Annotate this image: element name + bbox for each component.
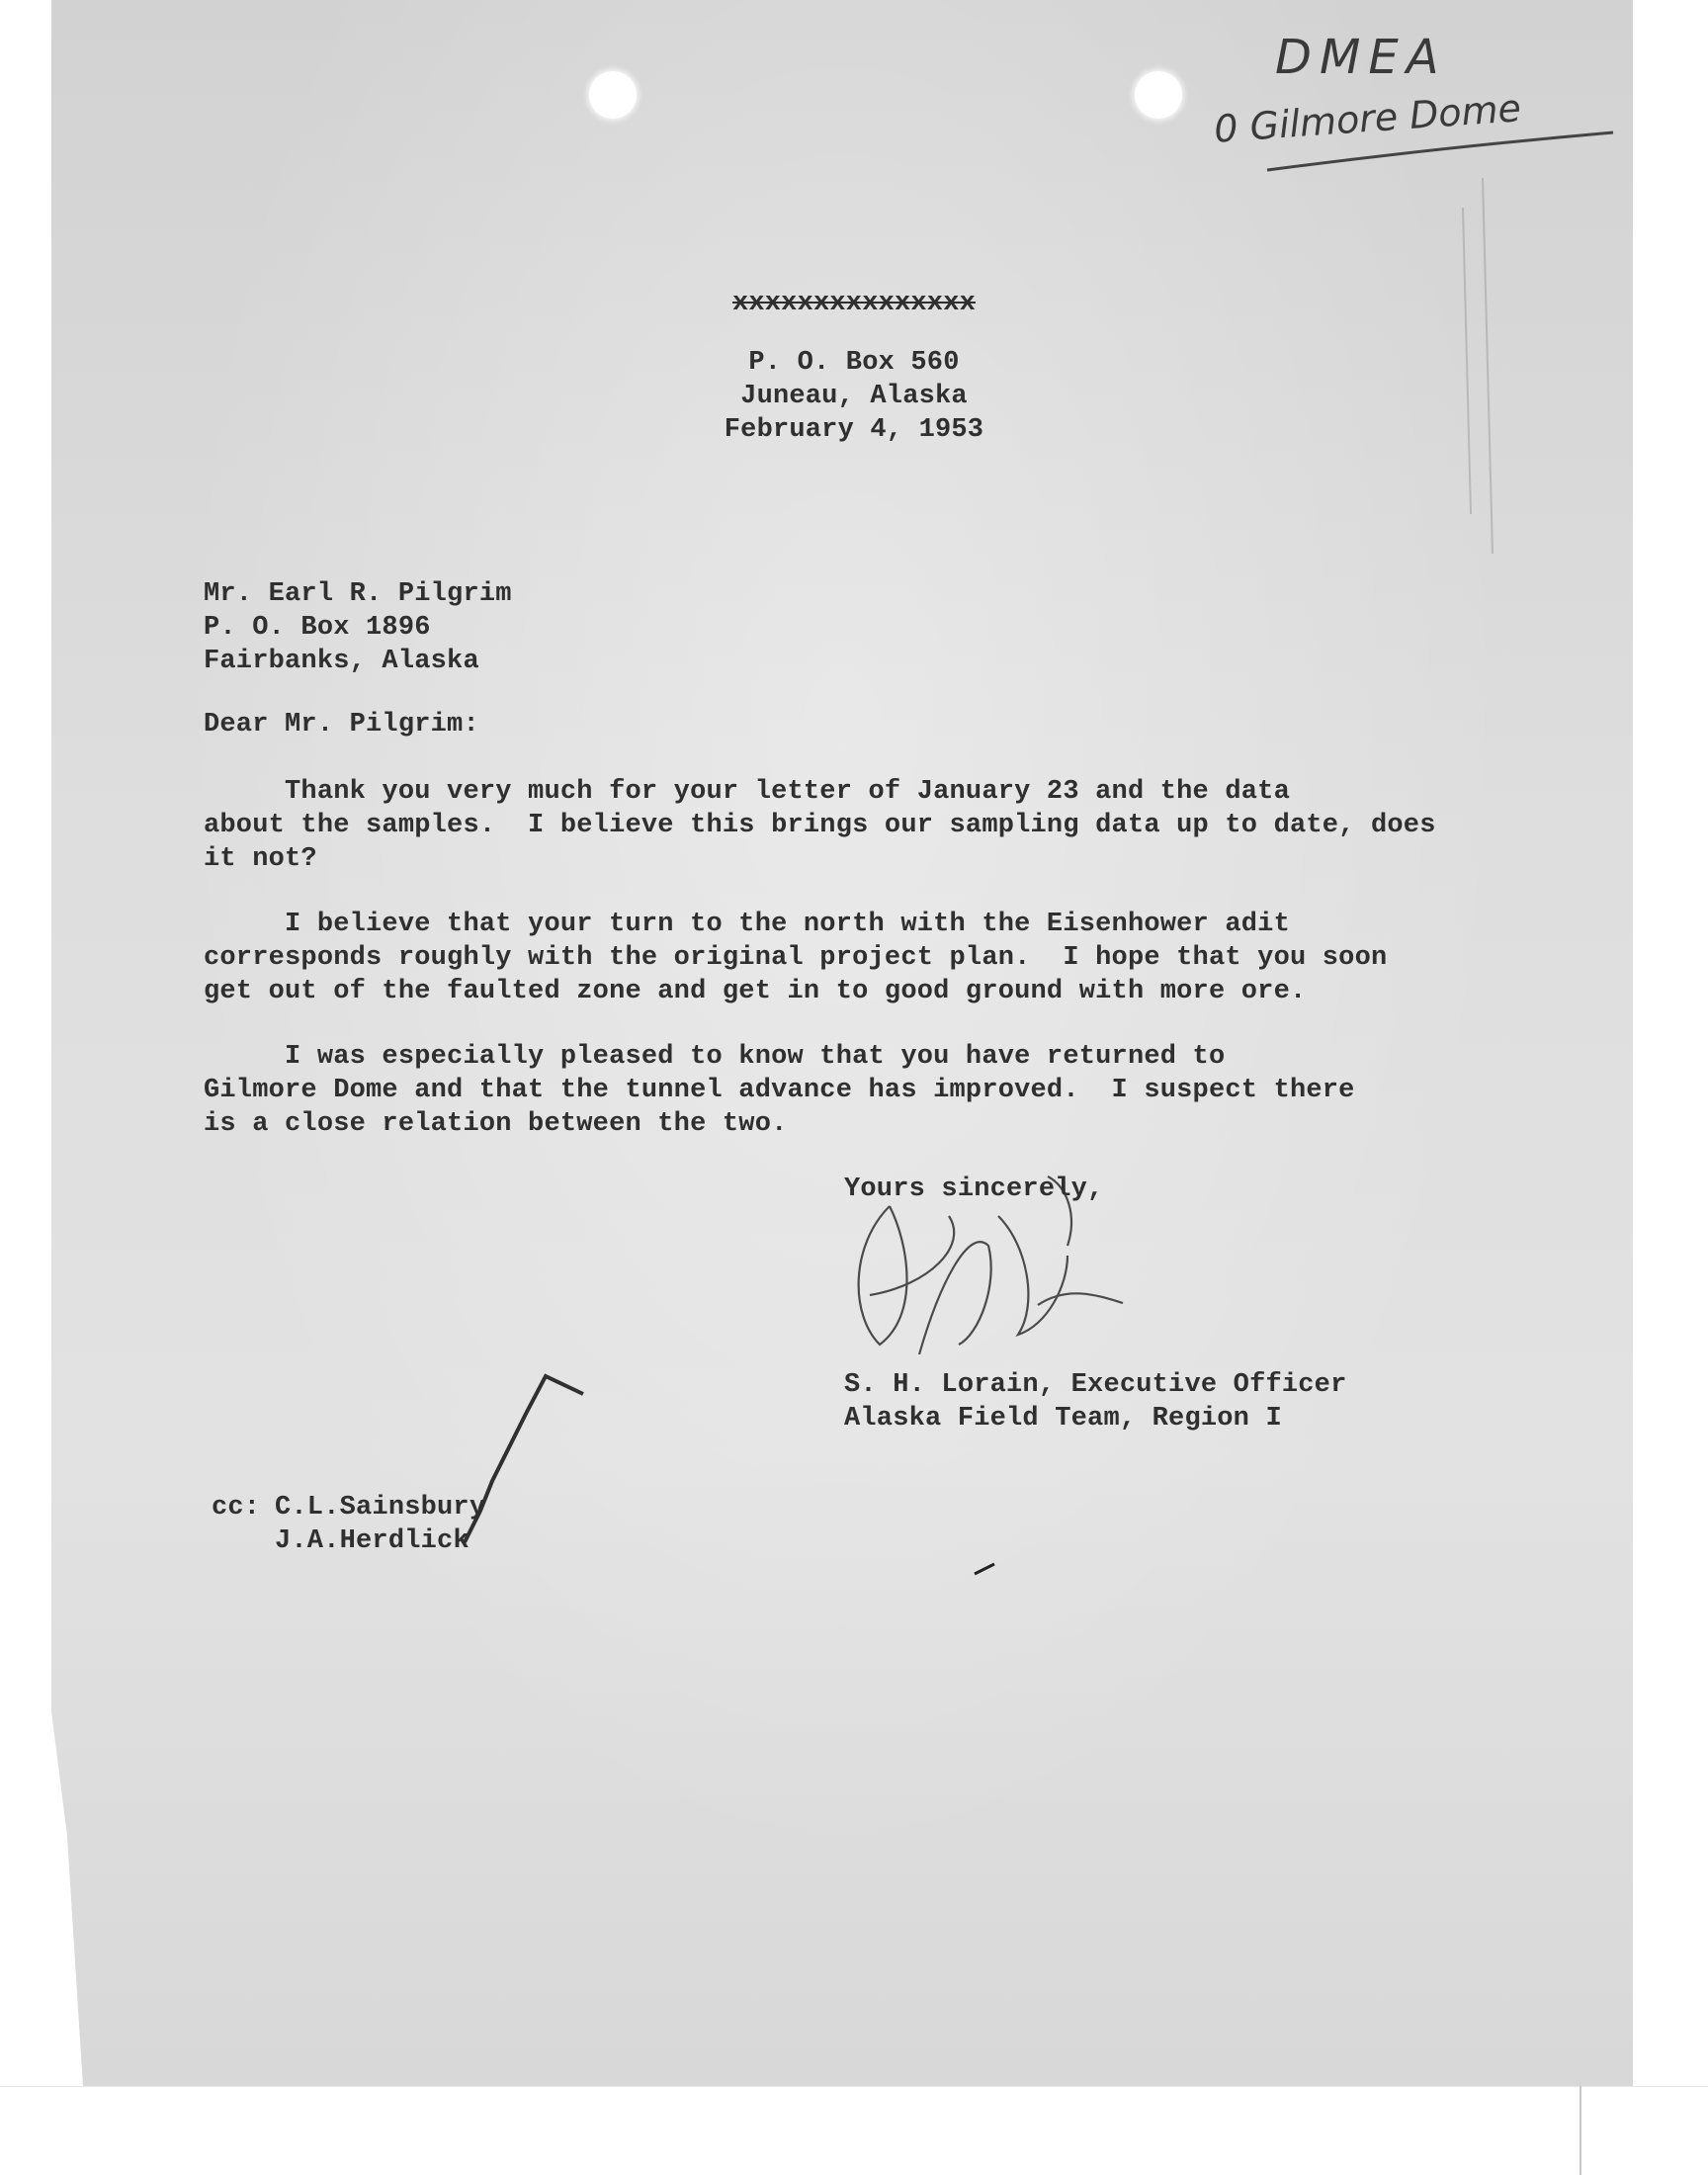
recipient-box: P. O. Box 1896 [204,613,431,643]
handwritten-note-dmea: DMEA [1275,30,1447,85]
cc-recipient-2: J.A.Herdlick [275,1526,470,1556]
paragraph-1-line-3: it not? [204,844,317,874]
paragraph-2-line-3: get out of the faulted zone and get in to good ground with more ore. [204,977,1307,1006]
sender-address-line1: P. O. Box 560 [748,348,960,378]
paragraph-3-line-2: Gilmore Dome and that the tunnel advance has improved. I suspect there [204,1076,1355,1105]
paragraph-3-line-3: is a close relation between the two. [204,1109,788,1139]
handwritten-note-gilmore-dome: 0 Gilmore Dome [1212,86,1523,151]
recipient-name: Mr. Earl R. Pilgrim [204,579,512,609]
recipient-city: Fairbanks, Alaska [204,647,479,676]
letter-date: February 4, 1953 [724,415,984,445]
salutation: Dear Mr. Pilgrim: [204,710,479,740]
struck-out-letterhead: xxxxxxxxxxxxxxx [731,289,977,318]
paragraph-2-line-1: I believe that your turn to the north with the Eisenhower adit [204,910,1290,939]
signer-team: Alaska Field Team, Region I [844,1404,1282,1434]
closing: Yours sincerely, [844,1175,1104,1204]
stray-pen-mark [975,1564,994,1574]
paragraph-1-line-2: about the samples. I believe this brings our sampling data up to date, does [204,811,1436,840]
sender-address-line2: Juneau, Alaska [740,382,968,411]
paragraph-2-line-2: corresponds roughly with the original project plan. I hope that you soon [204,943,1388,973]
paragraph-3-line-1: I was especially pleased to know that you have returned to [204,1042,1226,1072]
signer-title: S. H. Lorain, Executive Officer [844,1370,1347,1400]
cc-label: cc: [212,1493,261,1523]
paragraph-1-line-1: Thank you very much for your letter of January 23 and the data [204,777,1290,807]
handwritten-underline [1267,132,1613,170]
bleed-through-marks [1463,178,1493,554]
cc-recipient-1: C.L.Sainsbury [275,1493,486,1523]
